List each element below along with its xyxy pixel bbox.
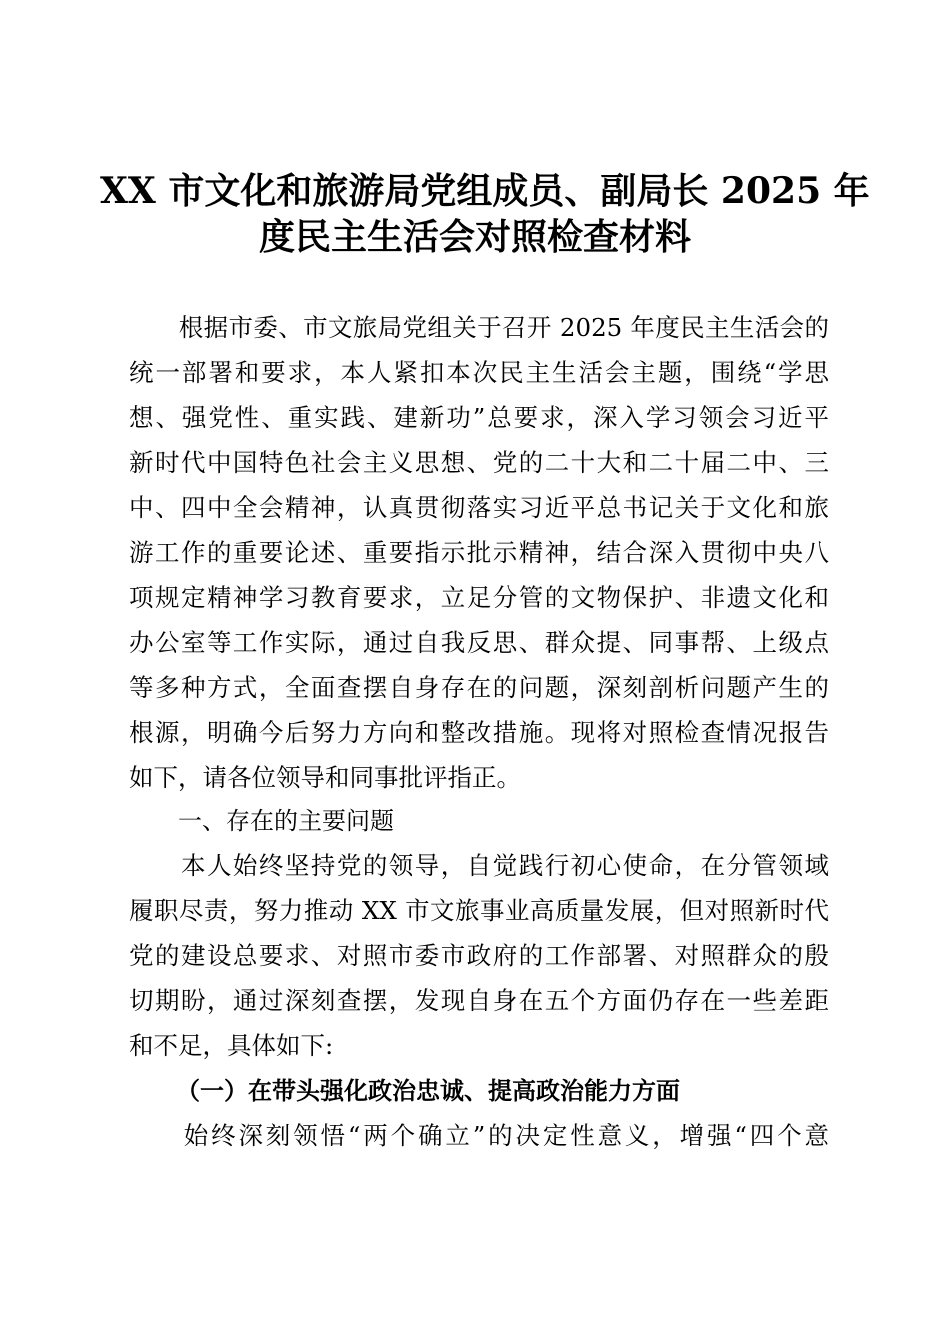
intro-line-last: 如下，请各位领导和同事批评指正。 <box>129 763 521 792</box>
intro-line: 办公室等工作实际，通过自我反思、群众提、同事帮、上级点 <box>129 628 829 657</box>
intro-line: 新时代中国特色社会主义思想、党的二十大和二十届二中、三 <box>129 448 829 477</box>
intro-line: 统一部署和要求，本人紧扣本次民主生活会主题，围绕“学思 <box>129 358 829 387</box>
intro-line: 中、四中全会精神，认真贯彻落实习近平总书记关于文化和旅 <box>129 493 829 522</box>
document-title-line-2: 度民主生活会对照检查材料 <box>258 216 691 258</box>
intro-line: 想、强党性、重实践、建新功”总要求，深入学习领会习近平 <box>129 403 829 432</box>
section-line: 履职尽责，努力推动 XX 市文旅事业高质量发展，但对照新时代 <box>129 896 829 925</box>
intro-line: 根据市委、市文旅局党组关于召开 2025 年度民主生活会的 <box>129 313 829 342</box>
intro-line: 游工作的重要论述、重要指示批示精神，结合深入贯彻中央八 <box>129 538 829 567</box>
section-line-last: 和不足，具体如下: <box>129 1031 334 1060</box>
section-line: 切期盼，通过深刻查摆，发现自身在五个方面仍存在一些差距 <box>129 986 829 1015</box>
intro-line: 根源，明确今后努力方向和整改措施。现将对照检查情况报告 <box>129 718 829 747</box>
section-line: 本人始终坚持党的领导，自觉践行初心使命，在分管领域 <box>129 851 829 880</box>
section-heading: 一、存在的主要问题 <box>178 807 394 835</box>
document-title-line-1: XX 市文化和旅游局党组成员、副局长 2025 年 <box>100 170 870 212</box>
intro-line: 等多种方式，全面查摆自身存在的问题，深刻剖析问题产生的 <box>129 673 829 702</box>
subsection-line: 始终深刻领悟“两个确立”的决定性意义，增强“四个意 <box>129 1121 829 1150</box>
section-line: 党的建设总要求、对照市委市政府的工作部署、对照群众的殷 <box>129 941 829 970</box>
intro-line: 项规定精神学习教育要求，立足分管的文物保护、非遗文化和 <box>129 583 829 612</box>
subsection-heading: （一）在带头强化政治忠诚、提高政治能力方面 <box>176 1076 680 1105</box>
